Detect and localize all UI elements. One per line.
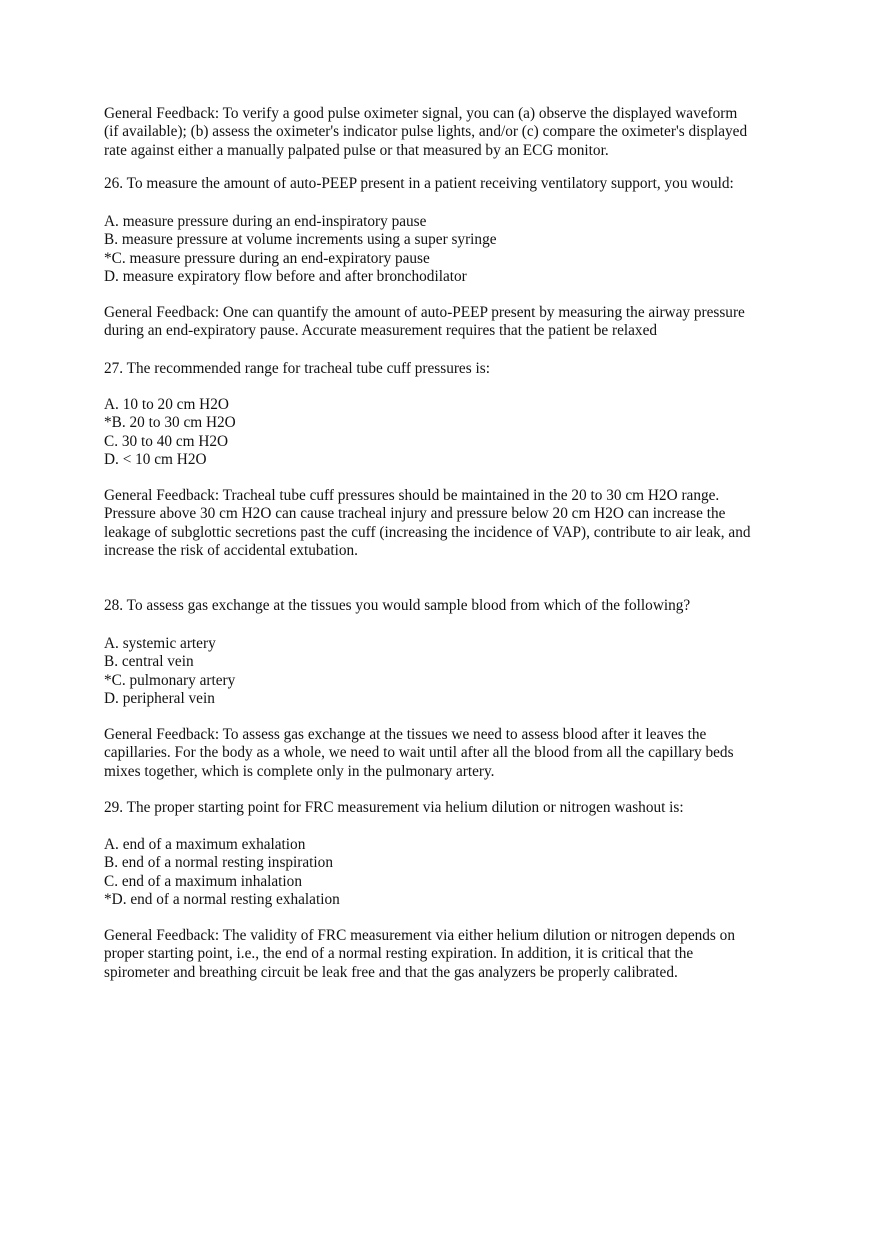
- answer-option: *B. 20 to 30 cm H2O: [104, 414, 236, 432]
- answer-option: A. measure pressure during an end-inspiratory pause: [104, 213, 427, 230]
- text-line: spirometer and breathing circuit be leak free and that the gas analyzers be properly calibrated.: [104, 963, 678, 981]
- text-line: increase the risk of accidental extubation.: [104, 541, 358, 559]
- text-line: General Feedback: One can quantify the amount of auto-PEEP present by measuring the airway pressure: [104, 304, 745, 321]
- answer-option: A. systemic artery: [104, 635, 216, 652]
- text-line: General Feedback: To assess gas exchange at the tissues we need to assess blood after it leaves the: [104, 726, 707, 743]
- text-line: Pressure above 30 cm H2O can cause tracheal injury and pressure below 20 cm H2O can increase the: [104, 505, 726, 523]
- answer-option: B. central vein: [104, 653, 194, 671]
- question-text: [104, 360, 804, 378]
- general-feedback: [104, 726, 804, 781]
- answer-option: B. measure pressure at volume increments using a super syringe: [104, 231, 497, 249]
- answer-option: C. end of a maximum inhalation: [104, 872, 302, 890]
- text-line: General Feedback: Tracheal tube cuff pressures should be maintained in the 20 to 30 cm H2O range.: [104, 487, 720, 504]
- text-line: proper starting point, i.e., the end of a normal resting expiration. In addition, it is critical that the: [104, 945, 694, 963]
- answer-options: [104, 836, 804, 909]
- question-text: [104, 175, 804, 193]
- answer-option: *D. end of a normal resting exhalation: [104, 890, 340, 908]
- text-line: General Feedback: To verify a good pulse oximeter signal, you can (a) observe the displayed waveform: [104, 105, 738, 122]
- answer-options: [104, 396, 804, 469]
- answer-options: [104, 635, 804, 708]
- answer-option: *C. measure pressure during an end-expiratory pause: [104, 249, 430, 267]
- answer-options: [104, 213, 804, 286]
- general-feedback: [104, 487, 804, 560]
- question-text: [104, 597, 804, 615]
- text-line: rate against either a manually palpated pulse or that measured by an ECG monitor.: [104, 141, 609, 159]
- answer-option: A. end of a maximum exhalation: [104, 836, 306, 853]
- answer-option: D. measure expiratory flow before and after bronchodilator: [104, 267, 467, 285]
- text-line: during an end-expiratory pause. Accurate measurement requires that the patient be relaxed: [104, 322, 658, 340]
- answer-option: B. end of a normal resting inspiration: [104, 854, 333, 872]
- answer-option: A. 10 to 20 cm H2O: [104, 396, 229, 413]
- text-line: General Feedback: The validity of FRC measurement via either helium dilution or nitrogen depends on: [104, 927, 735, 944]
- text-line: 29. The proper starting point for FRC measurement via helium dilution or nitrogen washout is:: [104, 799, 684, 816]
- answer-option: C. 30 to 40 cm H2O: [104, 432, 229, 450]
- text-line: (if available); (b) assess the oximeter's indicator pulse lights, and/or (c) compare the oximeter's displayed: [104, 123, 748, 141]
- text-line: mixes together, which is complete only in the pulmonary artery.: [104, 762, 495, 780]
- text-line: 26. To measure the amount of auto-PEEP present in a patient receiving ventilatory support, you would:: [104, 175, 734, 192]
- text-line: capillaries. For the body as a whole, we need to wait until after all the blood from all the capillary beds: [104, 744, 734, 762]
- question-text: [104, 799, 804, 817]
- general-feedback: [104, 927, 804, 982]
- general-feedback: [104, 105, 804, 160]
- text-line: leakage of subglottic secretions past the cuff (increasing the incidence of VAP), contribute to air leak, and: [104, 523, 751, 541]
- text-line: 27. The recommended range for tracheal tube cuff pressures is:: [104, 360, 490, 377]
- general-feedback: [104, 304, 804, 341]
- text-line: 28. To assess gas exchange at the tissues you would sample blood from which of the following?: [104, 597, 691, 614]
- answer-option: D. peripheral vein: [104, 689, 215, 707]
- answer-option: *C. pulmonary artery: [104, 671, 236, 689]
- answer-option: D. < 10 cm H2O: [104, 450, 207, 468]
